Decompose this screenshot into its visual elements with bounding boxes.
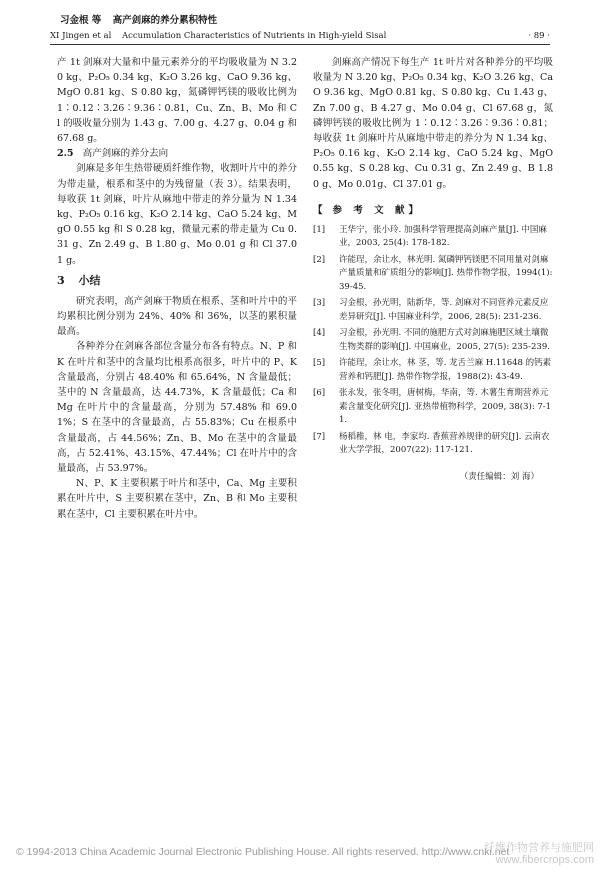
section-2-5-heading <box>57 146 297 161</box>
section-2-5-title: 高产剑麻的养分去向 <box>82 148 169 160</box>
section-3-title: 小结 <box>78 273 101 287</box>
reference-item <box>313 224 553 251</box>
reference-item <box>313 357 553 384</box>
left-paragraph-2: 剑麻是多年生热带硬质纤维作物，收割叶片中的养分为带走量，根系和茎中的为残留量（表 3）。结果表明，每收获 1t 剑麻，叶片从麻地中带走的养分量为 N 1.34 kg、P₂O₅ 0.16 kg、K₂O 2.14 kg、CaO 5.24 kg、MgO 0.55 kg 和 S 0.28 kg，微量元素的带走量为 Cu 0.31 g、Zn 2.49 g、B 1.80 g、Mo 0.01 g 和 Cl 37.01 g。 <box>57 163 297 266</box>
left-paragraph-4: 各种养分在剑麻各部位含量分布各有特点。N、P 和 K 在叶片和茎中的含量均比根系高很多，叶片中的 P、K 含量最高，分别占 48.40% 和 65.64%，N 含量最低；茎中的 N 含量最高，达 44.73%，K 含量最低；Ca 和 Mg 在叶片中的含量最高，分别为 57.48% 和 69.01%；S 在茎中的含量最高，占 55.83%；Cu 在根系中含量最高，占 44.56%；Zn、B、Mo 在茎中的含量最高，占 52.41%、43.15%、47.44%；Cl 在叶片中的含量最高，占 53.97%。 <box>57 341 297 475</box>
reference-item <box>313 327 553 354</box>
header-authors-cn: 习金根 等 <box>60 15 102 26</box>
reference-number: [4] <box>313 328 326 339</box>
left-paragraph-1: 产 1t 剑麻对大量和中量元素养分的平均吸收量为 N 3.20 kg、P₂O₅ 0.34 kg、K₂O 3.26 kg、CaO 9.36 kg、MgO 0.81 kg、S 0.80 kg，氮磷钾钙镁的吸收比例为 1∶0.12∶3.26∶9.36∶0.81，Cu、Zn、B、Mo 和 Cl 的吸收量分别为 1.43 g、7.00 g、4.27 g、0.04 g 和 67.68 g。 <box>57 57 297 145</box>
page-footer <box>0 843 602 867</box>
references-heading: 【 参 考 文 献】 <box>313 204 422 216</box>
left-paragraph-3: 研究表明，高产剑麻干物质在根系、茎和叶片中的平均累积比例分别为 24%、40% 和 36%，以茎的累积量最高。 <box>57 295 297 338</box>
section-2-5-number: 2.5 <box>57 148 74 160</box>
reference-number: [1] <box>313 224 326 235</box>
left-column <box>57 55 297 522</box>
section-3-heading <box>57 272 297 290</box>
header-title-en: Accumulation Characteristics of Nutrients in High-yield Sisal <box>122 31 387 41</box>
reference-number: [3] <box>313 298 326 309</box>
reference-text: 杨稻稚，林 电，李家均. 香蕉营养规律的研究[J]. 云南农业大学学报，2007(22): 117-121. <box>339 431 550 456</box>
right-paragraph-1: 剑麻高产情况下每生产 1t 叶片对各种养分的平均吸收量为 N 3.20 kg、P₂O₅ 0.34 kg、K₂O 3.26 kg、CaO 9.36 kg、MgO 0.81 kg、S 0.80 kg、Cu 1.43 g、Zn 7.00 g、B 4.27 g、Mo 0.04 g、Cl 67.68 g，氮磷钾钙镁的吸收比例为 1∶0.12∶3.26∶9.36∶0.81；每收获 1t 剑麻叶片从麻地中带走的养分为 N 1.34 kg、P₂O₅ 0.16 kg、K₂O 2.14 kg、CaO 5.24 kg、MgO 0.55 kg、S 0.28 kg、Cu 0.31 g、Zn 2.49 g、B 1.80 g、Mo 0.01g、Cl 37.01 g。 <box>313 57 553 190</box>
header-cn-line <box>60 12 217 26</box>
references-title: 参 考 文 献 <box>332 204 409 216</box>
reference-number: [5] <box>313 358 326 369</box>
reference-text: 许能珵，余让水，林 茎，等. 龙舌兰麻 H.11648 的钙素营养和钙肥[J]. 热带作物学报，1988(2): 43-49. <box>339 358 552 382</box>
reference-number: [6] <box>313 388 326 399</box>
reference-number: [2] <box>313 254 326 265</box>
reference-text: 王华宁，张小玲. 加强科学管理提高剑麻产量[J]. 中国麻业，2003, 25(4): 178-182. <box>339 224 547 249</box>
right-column <box>313 55 553 482</box>
copyright-notice: © 1994-2013 China Academic Journal Electronic Publishing House. All rights reserved. http://www.cnki.net <box>16 846 510 858</box>
reference-item <box>313 254 553 295</box>
header-authors-en: XI Jingen et al <box>50 31 112 41</box>
reference-number: [7] <box>313 431 326 442</box>
responsible-editor: （责任编辑：刘 海） <box>459 471 539 482</box>
reference-text: 张永发，张冬明，唐树梅，华南，等. 木薯生育期营养元素含量变化研究[J]. 亚热带植物科学，2009, 38(3): 7-11. <box>339 388 552 426</box>
header-rule <box>50 44 550 45</box>
left-paragraph-5: N、P、K 主要积累于叶片和茎中，Ca、Mg 主要积累在叶片中，S 主要积累在茎中，Zn、B 和 Mo 主要积累在茎中，Cl 主要积累在叶片中。 <box>57 478 297 520</box>
watermark-text-cn: 纤维作物营养与施肥网 <box>484 842 594 854</box>
reference-list <box>313 224 553 458</box>
reference-text: 习金根，孙光明. 不同的施肥方式对剑麻施肥区域土壤微生物类群的影响[J]. 中国麻业，2005, 27(5): 235-239. <box>339 328 550 352</box>
page-number: · 89 · <box>528 31 550 41</box>
header-title-cn: 高产剑麻的养分累积特性 <box>112 15 218 26</box>
watermark-url: www.fibercrops.com <box>495 854 594 866</box>
reference-text: 习金根，孙光明，陆新华，等. 剑麻对不同营养元素反应差异研究[J]. 中国麻业科学，2006, 28(5): 231-236. <box>339 298 549 322</box>
reference-text: 许能珵，余让水，林光明. 氮磷钾钙镁肥不同用量对剑麻产量质量和矿质组分的影响[J]. 热带作物学报，1994(1): 39-45. <box>339 254 553 292</box>
section-3-number: 3 <box>57 273 65 287</box>
header-en-line <box>50 31 550 41</box>
reference-item <box>313 297 553 324</box>
reference-item <box>313 387 553 428</box>
reference-item <box>313 431 553 458</box>
